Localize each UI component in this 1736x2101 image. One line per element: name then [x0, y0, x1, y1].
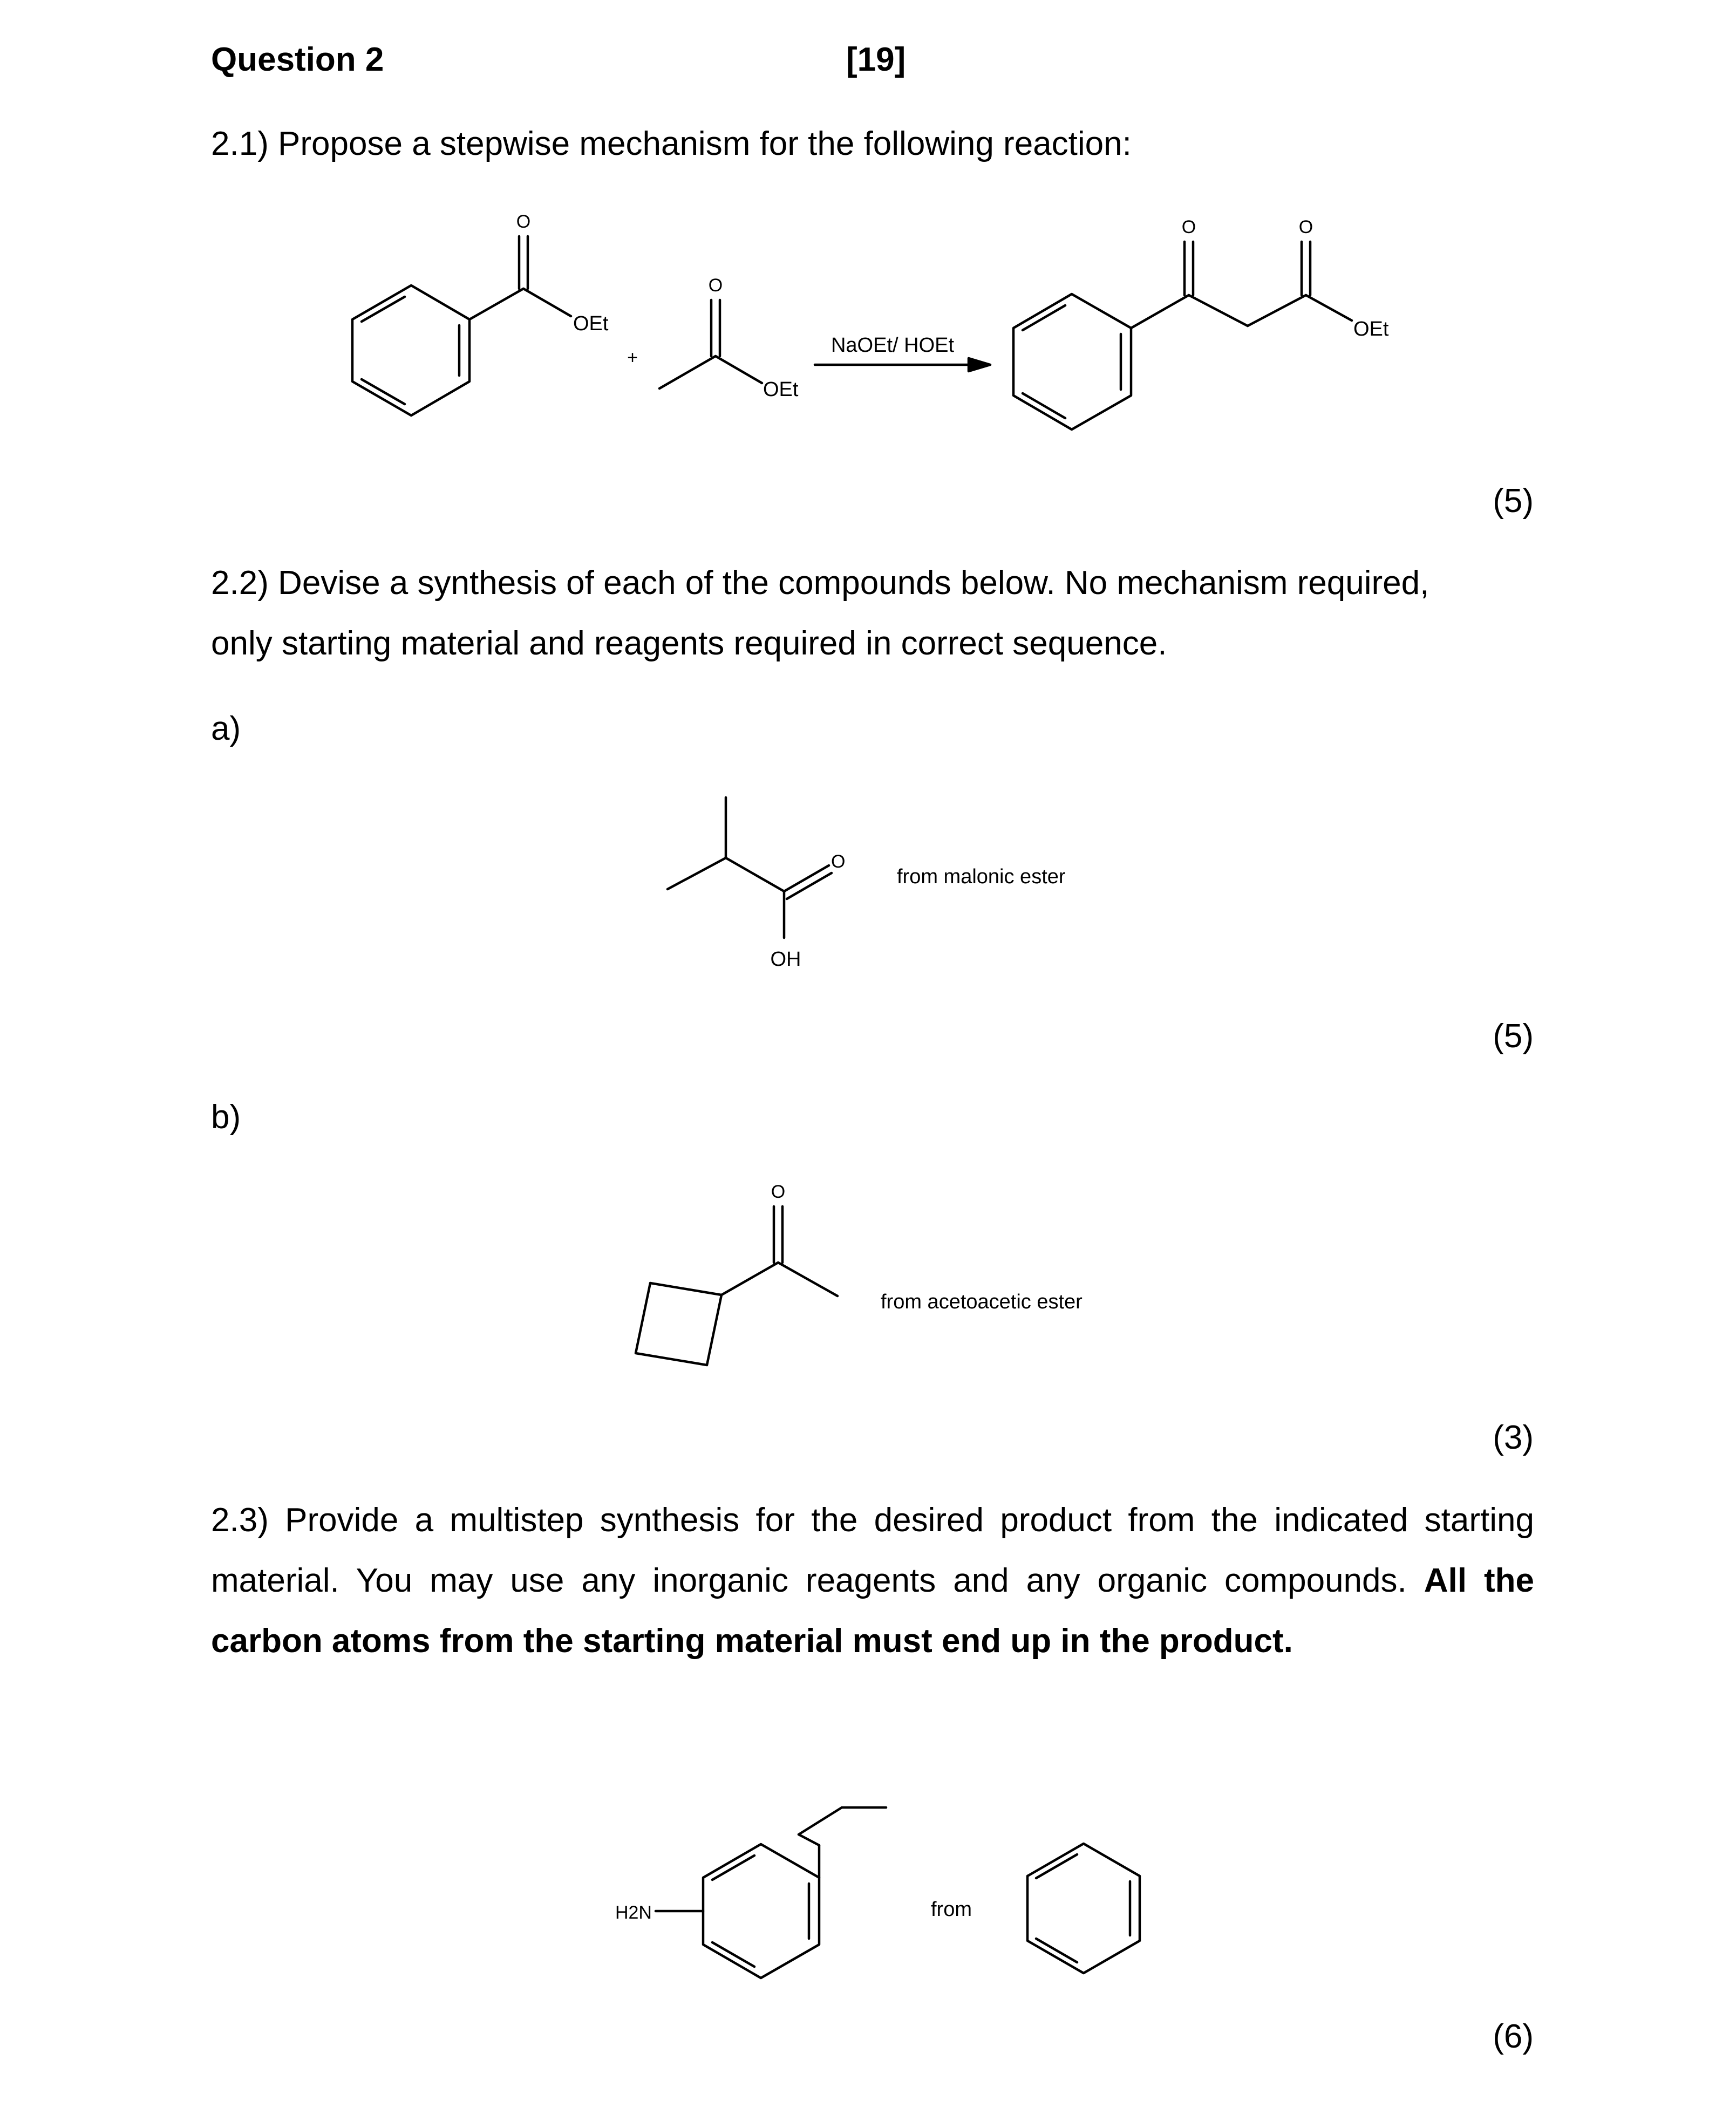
product-carbonyl-o1: O — [1181, 217, 1196, 237]
q22b-label: b) — [211, 1099, 241, 1136]
q22a-marks: (5) — [1493, 1018, 1534, 1055]
benzene-ring — [703, 1844, 819, 1978]
product-carbonyl-o2: O — [1298, 217, 1313, 237]
q22a-carbonyl-o: O — [831, 851, 846, 872]
q22b-marks: (3) — [1493, 1419, 1534, 1456]
q22b-carbonyl-o: O — [771, 1182, 786, 1202]
q23-from-label: from — [931, 1898, 972, 1921]
q22a-source: from malonic ester — [897, 865, 1066, 888]
q23-prompt-line3: carbon atoms from the starting material must end up in the product. — [211, 1622, 1293, 1660]
q22a-label: a) — [211, 710, 241, 747]
total-marks: [19] — [846, 41, 906, 78]
question-title: Question 2 — [211, 41, 384, 78]
q22b-source: from acetoacetic ester — [881, 1291, 1083, 1313]
reactant2-oet: OEt — [763, 378, 799, 401]
q22a-oh: OH — [770, 948, 801, 971]
reactant1-oet: OEt — [573, 312, 609, 335]
q23-nh2-text: H2N — [615, 1902, 652, 1923]
q21-prompt: 2.1) Propose a stepwise mechanism for the following reaction: — [211, 125, 1132, 162]
q23-prompt-line1: 2.3) Provide a multistep synthesis for the desired product from the indicated starting — [211, 1502, 1534, 1539]
product-oet: OEt — [1353, 318, 1389, 340]
q23-nh2-label — [615, 1902, 652, 1923]
plus-sign: + — [627, 347, 638, 368]
q21-marks: (5) — [1493, 482, 1534, 520]
q22-prompt-line1: 2.2) Devise a synthesis of each of the compounds below. No mechanism required, — [211, 564, 1429, 602]
q23-prompt-line2-regular: material. You may use any inorganic reagents and any organic compounds. — [211, 1562, 1407, 1599]
reactant1-carbonyl-o: O — [516, 212, 531, 232]
q23-starting-benzene — [1027, 1844, 1140, 1973]
reactant2-carbonyl-o: O — [708, 275, 723, 296]
q22-prompt-line2: only starting material and reagents required in correct sequence. — [211, 625, 1167, 662]
reaction-conditions: NaOEt/ HOEt — [830, 334, 955, 357]
q23-marks: (6) — [1493, 2018, 1534, 2055]
q23-prompt-line2-bold: All the — [1424, 1562, 1534, 1599]
q23-target-3-ethylaniline — [615, 1807, 886, 1978]
benzene-ring — [1027, 1844, 1140, 1973]
